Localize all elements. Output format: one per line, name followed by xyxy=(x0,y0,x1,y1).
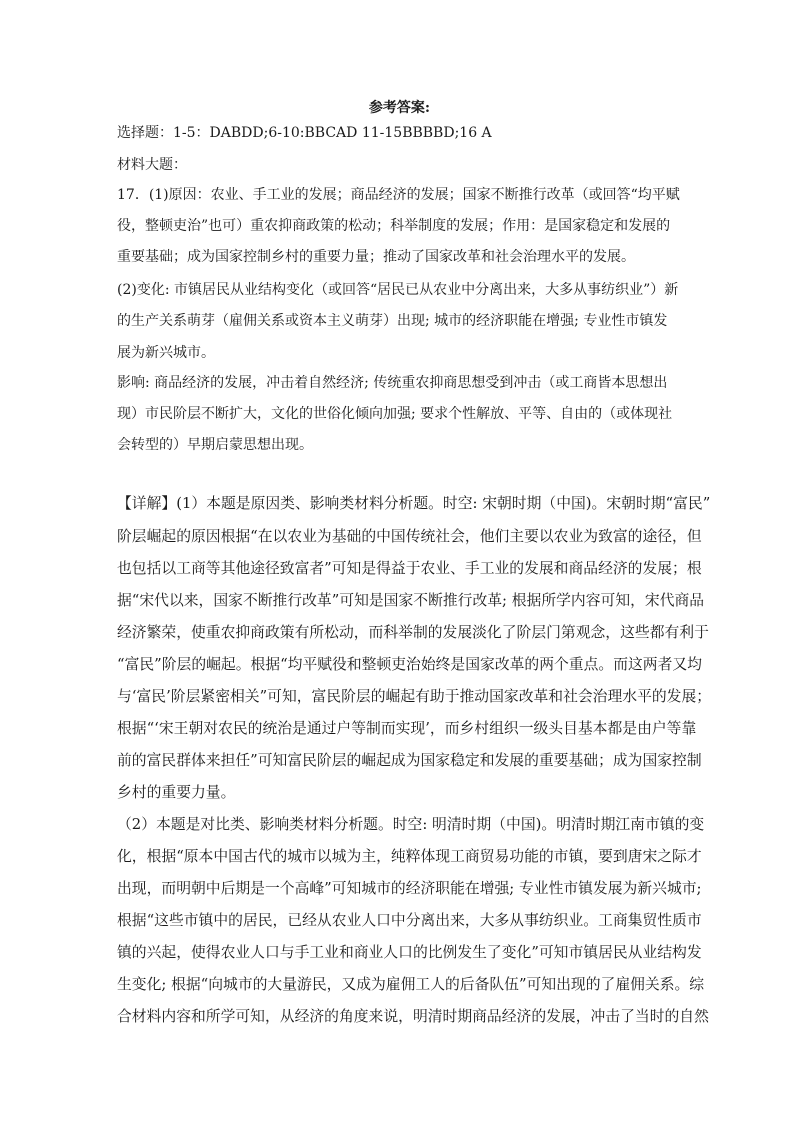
answer-line: 重要基础；成为国家控制乡村的重要力量；推动了国家改革和社会治理水平的发展。 xyxy=(117,249,635,265)
answer-line: 17．(1)原因：农业、手工业的发展；商品经济的发展；国家不断推行改革（或回答“均平赋 xyxy=(117,187,680,203)
detail-line: 乡村的重要力量。 xyxy=(117,784,236,801)
answer-line: 展为新兴城市。 xyxy=(117,345,215,361)
detail-line: 阶层崛起的原因根据“在以农业为基础的中国传统社会，他们主要以农业为致富的途径，但 xyxy=(117,528,702,545)
detail-line: 化，根据“原本中国古代的城市以城为主，纯粹体现工商贸易功能的市镇，要到唐宋之际才 xyxy=(117,848,702,865)
detail-line: 经济繁荣，使重农抑商政策有所松动，而科举制的发展淡化了阶层门第观念，这些都有利于 xyxy=(117,624,709,641)
choice-answers: 选择题：1-5：DABDD;6-10:BBCAD 11-15BBBBD;16 A xyxy=(117,125,492,141)
detail-line: 前的富民群体来担任”可知富民阶层的崛起成为国家稳定和发展的重要基础；成为国家控制 xyxy=(117,752,702,769)
answer-line: 役，整顿吏治”也可）重农抑商政策的松动；科举制度的发展；作用：是国家稳定和发展的 xyxy=(117,218,671,234)
material-label: 材料大题： xyxy=(117,157,187,173)
detail-line: 根据“这些市镇中的居民，已经从农业人口中分离出来，大多从事纺织业。工商集贸性质市 xyxy=(117,912,702,929)
detail-line: 根据“‘宋王朝对农民的统治是通过户等制而实现’，而乡村组织一级头目基本都是由户等靠 xyxy=(117,720,697,737)
page-title: 参考答案: xyxy=(368,100,431,116)
detail-line: 与‘富民’阶层紧密相关”可知，富民阶层的崛起有助于推动国家改革和社会治理水平的发展； xyxy=(117,688,712,705)
detail-line: 据“宋代以来，国家不断推行改革”可知是国家不断推行改革; 根据所学内容可知，宋代商品 xyxy=(117,592,705,609)
detail-line: 出现，而明朝中后期是一个高峰”可知城市的经济职能在增强; 专业性市镇发展为新兴城市; xyxy=(117,880,702,897)
answer-line: 的生产关系萌芽（雇佣关系或资本主义萌芽）出现; 城市的经济职能在增强; 专业性市镇发 xyxy=(117,313,668,329)
detail-line: 生变化; 根据“向城市的大量游民，又成为雇佣工人的后备队伍”可知出现的了雇佣关系。综 xyxy=(117,976,705,993)
answer-line: (2)变化: 市镇居民从业结构变化（或回答“居民已从农业中分离出来，大多从事纺织业”）新 xyxy=(117,282,679,298)
answer-line: 现）市民阶层不断扩大，文化的世俗化倾向加强; 要求个性解放、平等、自由的（或体现社 xyxy=(117,406,673,422)
detail-line: 镇的兴起，使得农业人口与手工业和商业人口的比例发生了变化”可知市镇居民从业结构发 xyxy=(117,944,702,961)
detail-line: 【详解】(1）本题是原因类、影响类材料分析题。时空: 宋朝时期（中国)。宋朝时期“富民” xyxy=(117,495,711,512)
detail-line: “富民”阶层的崛起。根据“均平赋役和整顿吏治始终是国家改革的两个重点。而这两者又均 xyxy=(117,656,702,673)
detail-line: （2）本题是对比类、影响类材料分析题。时空: 明清时期（中国)。明清时期江南市镇的变 xyxy=(117,816,705,833)
detail-line: 也包括以工商等其他途径致富者”可知是得益于农业、手工业的发展和商品经济的发展；根 xyxy=(117,560,702,577)
detail-line: 合材料内容和所学可知，从经济的角度来说，明清时期商品经济的发展，冲击了当时的自然 xyxy=(117,1008,709,1025)
answer-line: 影响: 商品经济的发展，冲击着自然经济; 传统重农抑商思想受到冲击（或工商皆本思想出 xyxy=(117,375,668,391)
answer-line: 会转型的）早期启蒙思想出现。 xyxy=(117,437,313,453)
